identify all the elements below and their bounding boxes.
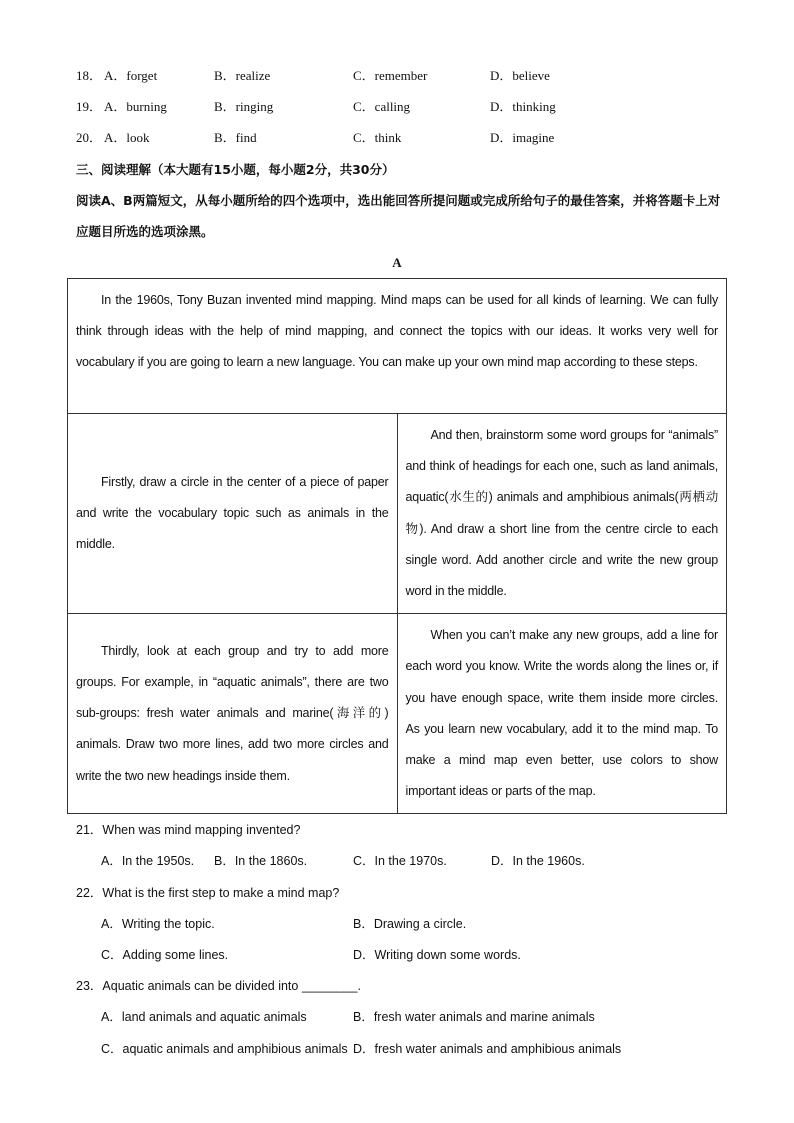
option-a: A．look [104,130,150,145]
option-d: D．imagine [490,130,555,145]
option-b: B．realize [214,68,271,83]
option-b: B．ringing [214,99,274,114]
q22-option-a: A．Writing the topic. [101,917,215,931]
option-b: B．find [214,130,257,145]
passage-intro: In the 1960s, Tony Buzan invented mind mapping. Mind maps can be used for all kinds of learning. We can fully think through ideas with the help of mind mapping, and connect the topics with our ideas. It works very well for vocabulary if you are going to learn a new language. You can make up your own mind map according to these steps. [76,293,718,370]
step1-cell [68,414,398,614]
q21-option-d: D．In the 1960s. [491,854,585,868]
q22-option-b: B．Drawing a circle. [353,917,467,931]
step1-text: Firstly, draw a circle in the center of a piece of paper and write the vocabulary topic such as animals in the middle. [76,474,389,552]
passage-intro-cell [68,279,727,414]
step4-text: When you can’t make any new groups, add a line for each word you know. Write the words along the lines or, if you have enough space, write them inside more circles. As you learn new vocabulary, add it to the mind map. To make a mind map even better, use colors to show important ideas or parts of the map. [405,628,718,799]
question-23-stem: 23．Aquatic animals can be divided into ________. [76,979,361,993]
question-number: 19． [76,99,103,114]
q23-option-d: D．fresh water animals and amphibious animals [353,1042,622,1056]
q22-option-c: C．Adding some lines. [101,948,229,962]
question-22-stem: 22．What is the first step to make a mind map? [76,886,340,900]
option-d: D．believe [490,68,550,83]
q21-option-b: B．In the 1860s. [214,854,308,868]
q23-option-a: A．land animals and aquatic animals [101,1010,307,1024]
passage-table [67,278,727,814]
q22-option-d: D．Writing down some words. [353,948,521,962]
q21-option-c: C．In the 1970s. [353,854,447,868]
passage-label: A [392,255,402,270]
step3-cell [68,614,398,814]
step4-cell [397,614,727,814]
step2-cell [397,414,727,614]
question-number: 18． [76,68,103,83]
section-instructions: 阅读A、B两篇短文，从每小题所给的四个选项中，选出能回答所提问题或完成所给句子的最佳答案，并将答题卡上对应题目所选的选项涂黑。 [76,193,721,239]
q23-option-b: B．fresh water animals and marine animals [353,1010,595,1024]
option-a: A．burning [104,99,167,114]
step3-text: Thirdly, look at each group and try to add more groups. For example, in “aquatic animals”, there are two sub-groups: fresh water animals and marine(海洋的) animals. Draw two more lines, add two more circles and write the two new headings inside them. [76,643,389,783]
option-d: D．thinking [490,99,556,114]
option-c: C．remember [353,68,428,83]
section-heading: 三、阅读理解（本大题有15小题，每小题2分，共30分） [76,162,395,177]
option-c: C．think [353,130,402,145]
option-a: A．forget [104,68,158,83]
q21-option-a: A．In the 1950s. [101,854,195,868]
question-21-stem: 21．When was mind mapping invented? [76,823,301,837]
option-c: C．calling [353,99,411,114]
step2-text: And then, brainstorm some word groups for “animals” and think of headings for each one, such as land animals, aquatic(水生的) animals and amphibious animals(两栖动物). And draw a short line from the centre circle to each single word. Add another circle and write the new group word in the middle. [405,428,718,599]
q23-option-c: C．aquatic animals and amphibious animals [101,1042,348,1056]
question-number: 20． [76,130,103,145]
